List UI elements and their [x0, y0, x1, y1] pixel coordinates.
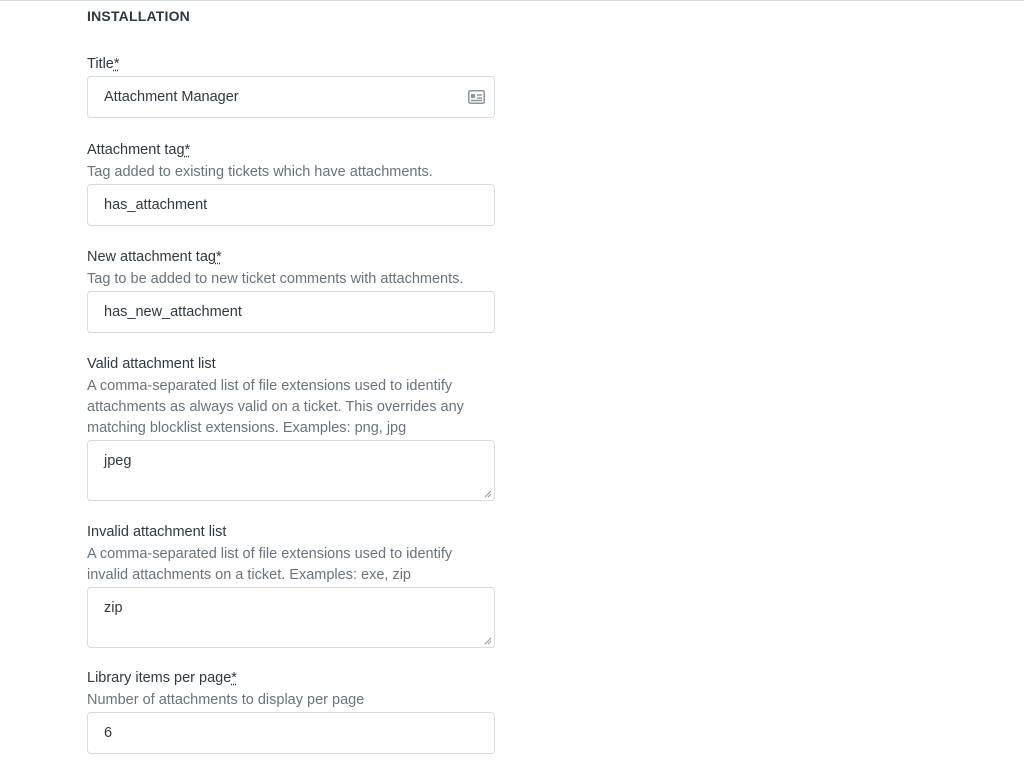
invalid-list-field-group	[87, 523, 495, 648]
new-attachment-tag-hint: Tag to be added to new ticket comments with attachments.	[87, 271, 464, 287]
resize-handle-icon[interactable]	[484, 490, 492, 498]
items-per-page-input[interactable]	[87, 712, 495, 754]
title-label: Title*	[87, 56, 120, 72]
required-mark: *	[113, 56, 120, 72]
invalid-list-hint: A comma-separated list of file extensions used to identify invalid attachments on a ticket. Examples: exe, zip	[87, 546, 453, 583]
resize-handle-icon[interactable]	[484, 637, 492, 645]
new-attachment-tag-label: New attachment tag*	[87, 249, 222, 265]
valid-list-hint: A comma-separated list of file extensions used to identify attachments as always valid on a ticket. This overrides any matching blocklist extensions. Examples: png, jpg	[87, 378, 464, 436]
attachment-tag-hint: Tag added to existing tickets which have attachments.	[87, 164, 433, 180]
top-divider	[0, 0, 1024, 1]
items-per-page-value: 6	[104, 725, 113, 741]
valid-list-textarea[interactable]	[87, 440, 495, 501]
items-per-page-label: Library items per page*	[87, 670, 237, 686]
required-mark: *	[184, 142, 191, 158]
title-input-value: Attachment Manager	[104, 89, 239, 105]
items-per-page-field-group	[87, 669, 495, 754]
title-input[interactable]	[87, 76, 495, 118]
new-attachment-tag-field-group	[87, 248, 495, 333]
title-field-group	[87, 55, 495, 118]
required-mark: *	[231, 670, 237, 686]
invalid-list-value: zip	[104, 600, 123, 616]
new-attachment-tag-input-value: has_new_attachment	[104, 304, 242, 320]
attachment-tag-input[interactable]	[87, 184, 495, 226]
new-attachment-tag-input[interactable]	[87, 291, 495, 333]
required-mark: *	[215, 249, 222, 265]
valid-list-field-group	[87, 355, 495, 501]
invalid-list-textarea[interactable]	[87, 587, 495, 648]
contact-card-icon	[468, 90, 485, 104]
items-per-page-hint: Number of attachments to display per page	[87, 692, 365, 708]
valid-list-value: jpeg	[104, 453, 132, 469]
section-title: INSTALLATION	[87, 8, 190, 24]
invalid-list-label: Invalid attachment list	[87, 524, 227, 540]
valid-list-label: Valid attachment list	[87, 356, 216, 372]
attachment-tag-field-group	[87, 141, 495, 226]
attachment-tag-input-value: has_attachment	[104, 197, 208, 213]
attachment-tag-label: Attachment tag*	[87, 142, 191, 158]
